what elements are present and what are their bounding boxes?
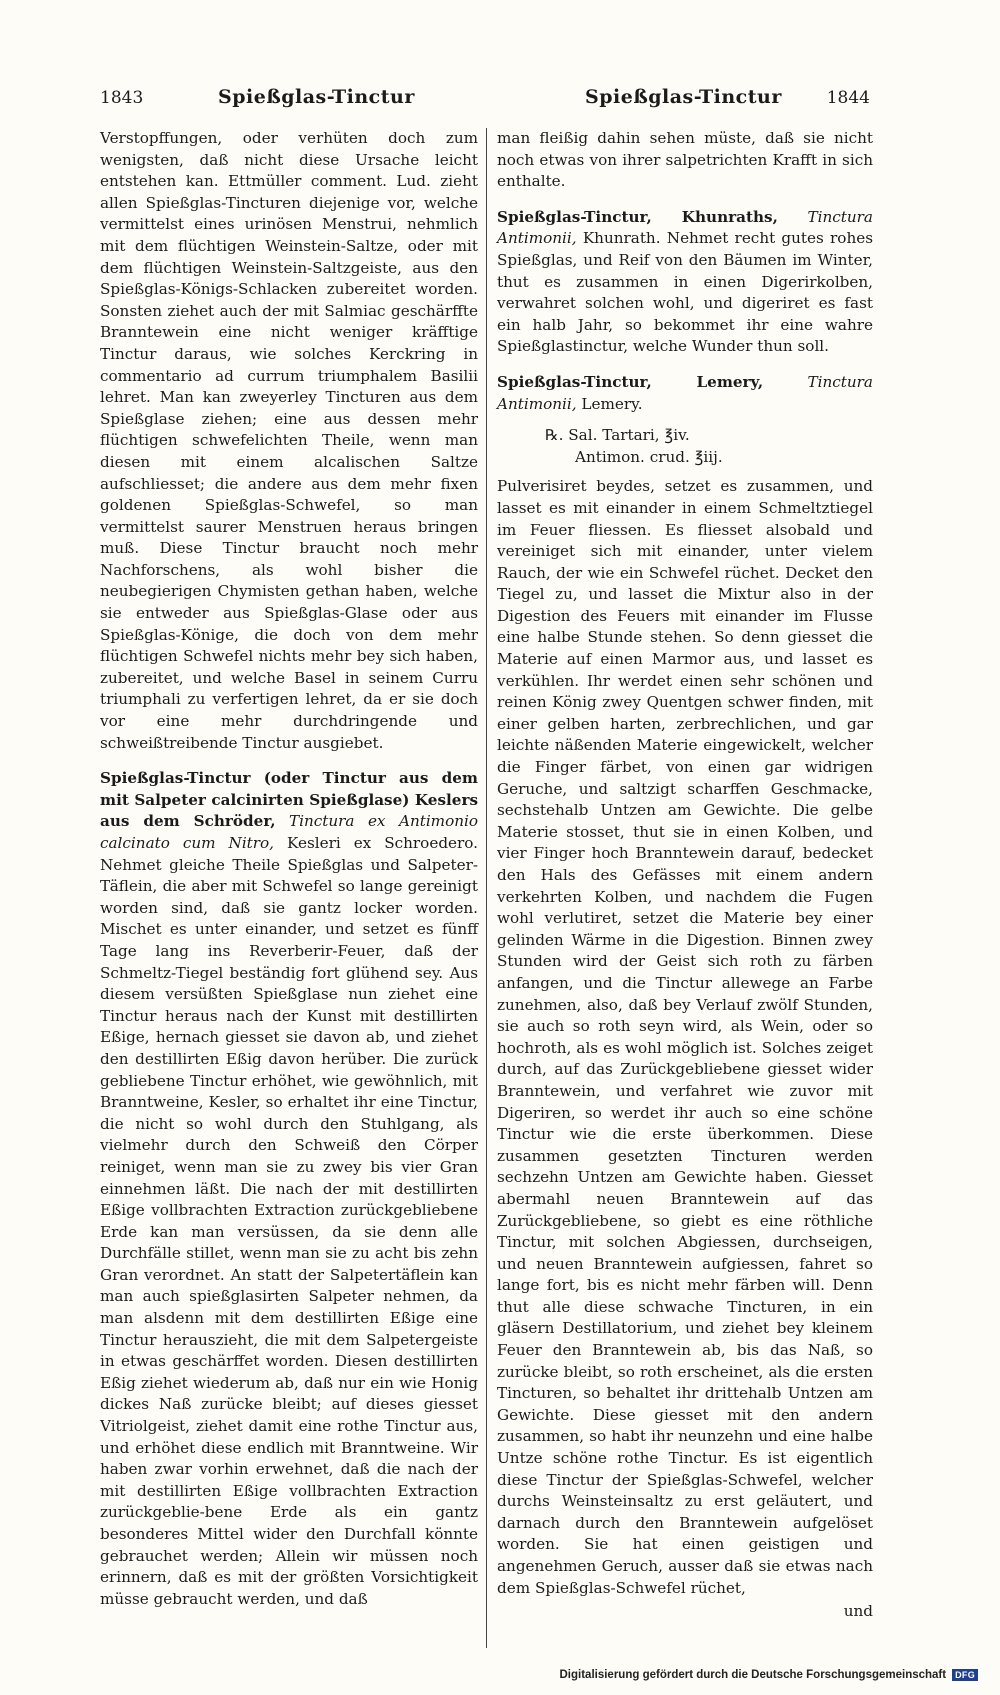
entry-body: Pulverisiret beydes, setzet es zusammen, und lasset es mit einander in einem Schmeltztiegel im Feuer fliessen. Es fliesset alsobald und vereiniget sich mit einander, unter vielem Rauch, der wie ein Schwefel rüchet. Decket den Tiegel zu, und lasset die Mixtur also in der Digestion des Feuers mit einander im Flusse eine halbe Stunde stehen. So denn giesset die Materie auf einen Marmor aus, und lasset es verkühlen. Ihr werdet einen sehr schönen und reinen König zwey Quentgen schwer finden, mit einer gelben harten, zerbrechlichen, und gar leichte näßenden Materie eingewickelt, welcher die Finger färbet, von einen gar widrigen Geruche, und saltzigt scharffen Geschmacke, sechstehalb Untzen am Gewichte. Die gelbe Materie stosset, thut sie in einen Kolben, und vier Finger hoch Branntewein darauf, bedecket den Hals des Gefässes mit einem andern verkehrten Kolben, und nachdem die Fugen wohl verlutiret, setzet die Materie bey einer gelinden Wärme in die Digestion. Binnen zwey Stunden wird der Geist sich roth zu färben anfangen, und die Tinctur allewege an Farbe zunehmen, also, daß bey Verlauf zwölf Stunden, sie auch so roth seyn wird, als Wein, oder so hochroth, als es wohl möglich ist. Solches zeiget durch, auf das Zurückgebliebene giesset wider Branntewein, und verfahret wie zuvor mit Digeriren, so werdet ihr auch so eine schöne Tinctur wie die erste überkommen. Diese zusammen gesetzten Tincturen werden sechzehn Untzen am Gewichte haben. Giesset abermahl neuen Branntewein auf das Zurückgebliebene, so giebt es eine röthliche Tinctur, mit solchen Abgiessen, durchseigen, und neuen Branntewein aufgiessen, fahret so lange fort, bis es nicht mehr färben will. Denn thut alle diese schwache Tincturen, in ein gläsern Destillatorium, und ziehet bey kleinem Feuer den Branntewein ab, bis das Naß, so zurücke bleibt, so roth erscheinet, als die ersten Tincturen, so behaltet ihr drittehalb Untzen am Gewichte. Diese giesset mit den andern zusammen, so habt ihr neunzehn und eine halbe Untze schöne rothe Tinctur. Es ist eigentlich diese Tinctur der Spießglas-Schwefel, welcher durchs Weinsteinsaltz zu erst geläutert, und darnach durch den Branntewein aufgelöset worden. Sie hat einen geistigen und angenehmen Geruch, ausser daß sie etwas nach dem Spießglas-Schwefel rüchet,	[497, 477, 873, 1597]
entry-body: Nehmet gleiche Theile Spießglas und Salpeter-Täflein, die aber mit Schwefel so lange gereinigt worden sind, daß sie gantz locker worden. Mischet es unter einander, und setzet es fünff Tage lang ins Reverberir-Feuer, daß der Schmeltz-Tiegel beständig fort glühend sey. Aus diesem versüßten Spießglase nun ziehet eine Tinctur heraus nach der Kunst mit destillirten Eßige, hernach giesset sie davon ab, und ziehet den destillirten Eßig davon herüber. Die zurück gebliebene Tinctur erhöhet, wie gewöhnlich, mit Branntweine, Kesler, so erhaltet ihr eine Tinctur, die nicht so wohl durch den Stuhlgang, als vielmehr durch den Schweiß den Cörper reiniget, wenn man sie zu zwey bis vier Gran einnehmen läßt. Die nach der mit destillirten Eßige vollbrachten Extraction zurückgebliebene Erde kan man versüssen, da sie denn alle Durchfälle stillet, wenn man sie zu acht bis zehn Gran verordnet. An statt der Salpetertäflein kan man auch spießglasirten Salpeter nehmen, da man alsdenn mit dem destillirten Eßige eine Tinctur herauszieht, die mit dem Salpetergeiste in etwas geschärffet worden. Diesen destillirten Eßig ziehet wiederum ab, daß nur ein wie Honig dickes Naß zurücke bleibt; auf dieses giesset Vitriolgeist, ziehet damit eine rothe Tinctur aus, und erhöhet diese endlich mit Branntweine. Wir haben zwar vorhin erwehnet, daß die nach der mit destillirten Eßige vollbrachten Extraction zurückgeblie-bene Erde als ein gantz besonderes Mittel wider den Durchfall könnte gebrauchet werden; Allein wir müssen noch erinnern, daß es mit der größten Vorsichtigkeit müsse gebraucht werden, und daß	[100, 855, 478, 1608]
credit-text: Digitalisierung gefördert durch die Deutsche Forschungsgemeinschaft	[559, 1669, 947, 1681]
entry-latin-title: Tinctura Antimonii,	[497, 207, 873, 248]
recipe-line: Antimon. crud. ℥iij.	[575, 447, 723, 466]
entry-latin-title: Tinctura Antimonii,	[497, 372, 873, 413]
entry-latin-title: Tinctura ex Antimonio calcinato cum Nitro,	[100, 812, 479, 852]
entry-body: Nehmet recht gutes rohes Spießglas, und Reif von den Bäumen im Winter, thut es zusammen in einen Digerirkolben, verwahret solchen wohl, und digeriret es fast ein halb Jahr, so bekommet ihr eine wahre Spießglastinctur, welche Wunder thun soll.	[497, 229, 874, 356]
column-divider	[486, 128, 487, 1648]
entry-heading: Spießglas-Tinctur (oder Tinctur aus dem mit Salpeter calcinirten Spießglase) Keslers aus dem Schröder,	[100, 769, 478, 831]
catchword: und	[843, 1602, 873, 1621]
entry-heading: Spießglas-Tinctur, Khunraths,	[497, 207, 778, 226]
recipe-block	[497, 425, 873, 468]
entry-heading: Spießglas-Tinctur, Lemery,	[497, 372, 764, 391]
left-column	[100, 128, 478, 1610]
entry-khunrath	[497, 207, 873, 358]
page-header	[100, 88, 870, 118]
entry-source: Khunrath.	[582, 229, 661, 248]
entry-source: Kesleri ex Schroedero.	[287, 834, 478, 852]
digitization-credit	[560, 1669, 979, 1681]
right-running-head: Spießglas-Tinctur	[585, 86, 782, 108]
left-running-head: Spießglas-Tinctur	[218, 86, 415, 108]
entry-kesler	[100, 768, 478, 1610]
dfg-logo: DFG	[952, 1669, 978, 1681]
right-column	[497, 128, 873, 1623]
recipe-line: ℞. Sal. Tartari, ℥iv.	[545, 426, 690, 445]
paragraph-continued: man fleißig dahin sehen müste, daß sie nicht noch etwas von ihrer salpetrichten Krafft in sich enthalte.	[497, 129, 873, 191]
paragraph-continued: Verstopffungen, oder verhüten doch zum wenigsten, daß nicht diese Ursache leicht entstehen kan. Ettmüller comment. Lud. zieht allen Spießglas-Tincturen diejenige vor, welche vermittelst eines urinösen Menstrui, nehmlich mit dem flüchtigen Weinstein-Saltze, oder mit dem flüchtigen Weinstein-Saltzgeiste, aus den Spießglas-Königs-Schlacken zubereitet worden. Sonsten ziehet auch der mit Salmiac geschärffte Branntewein eine nicht weniger kräfftige Tinctur daraus, wie solches Kerckring in commentario ad currum triumphalem Basilii lehret. Man kan zweyerley Tincturen aus dem Spießglase ziehen; eine aus dessen mehr flüchtigen schwefelichten Theile, wenn man diesen mit einem alcalischen Saltze aufschliesset; die andere aus dem mehr fixen goldenen Spießglas-Schwefel, so man vermittelst saurer Menstruen heraus bringen muß. Diese Tinctur braucht noch mehr Nachforschens, als wohl bisher die neubegierigen Chymisten gethan haben, welche sie entweder aus Spießglas-Glase oder aus Spießglas-Könige, die doch von dem mehr flüchtigen Schwefel nichts mehr bey sich haben, zubereitet, und welche Basel in seinem Curru triumphali zu verfertigen lehret, da er sie doch vor eine mehr durchdringende und schweißtreibende Tinctur ausgiebet.	[100, 129, 478, 752]
entry-source: Lemery.	[581, 394, 643, 413]
entry-lemery	[497, 372, 873, 415]
right-column-number: 1844	[826, 88, 870, 108]
left-column-number: 1843	[100, 88, 144, 108]
